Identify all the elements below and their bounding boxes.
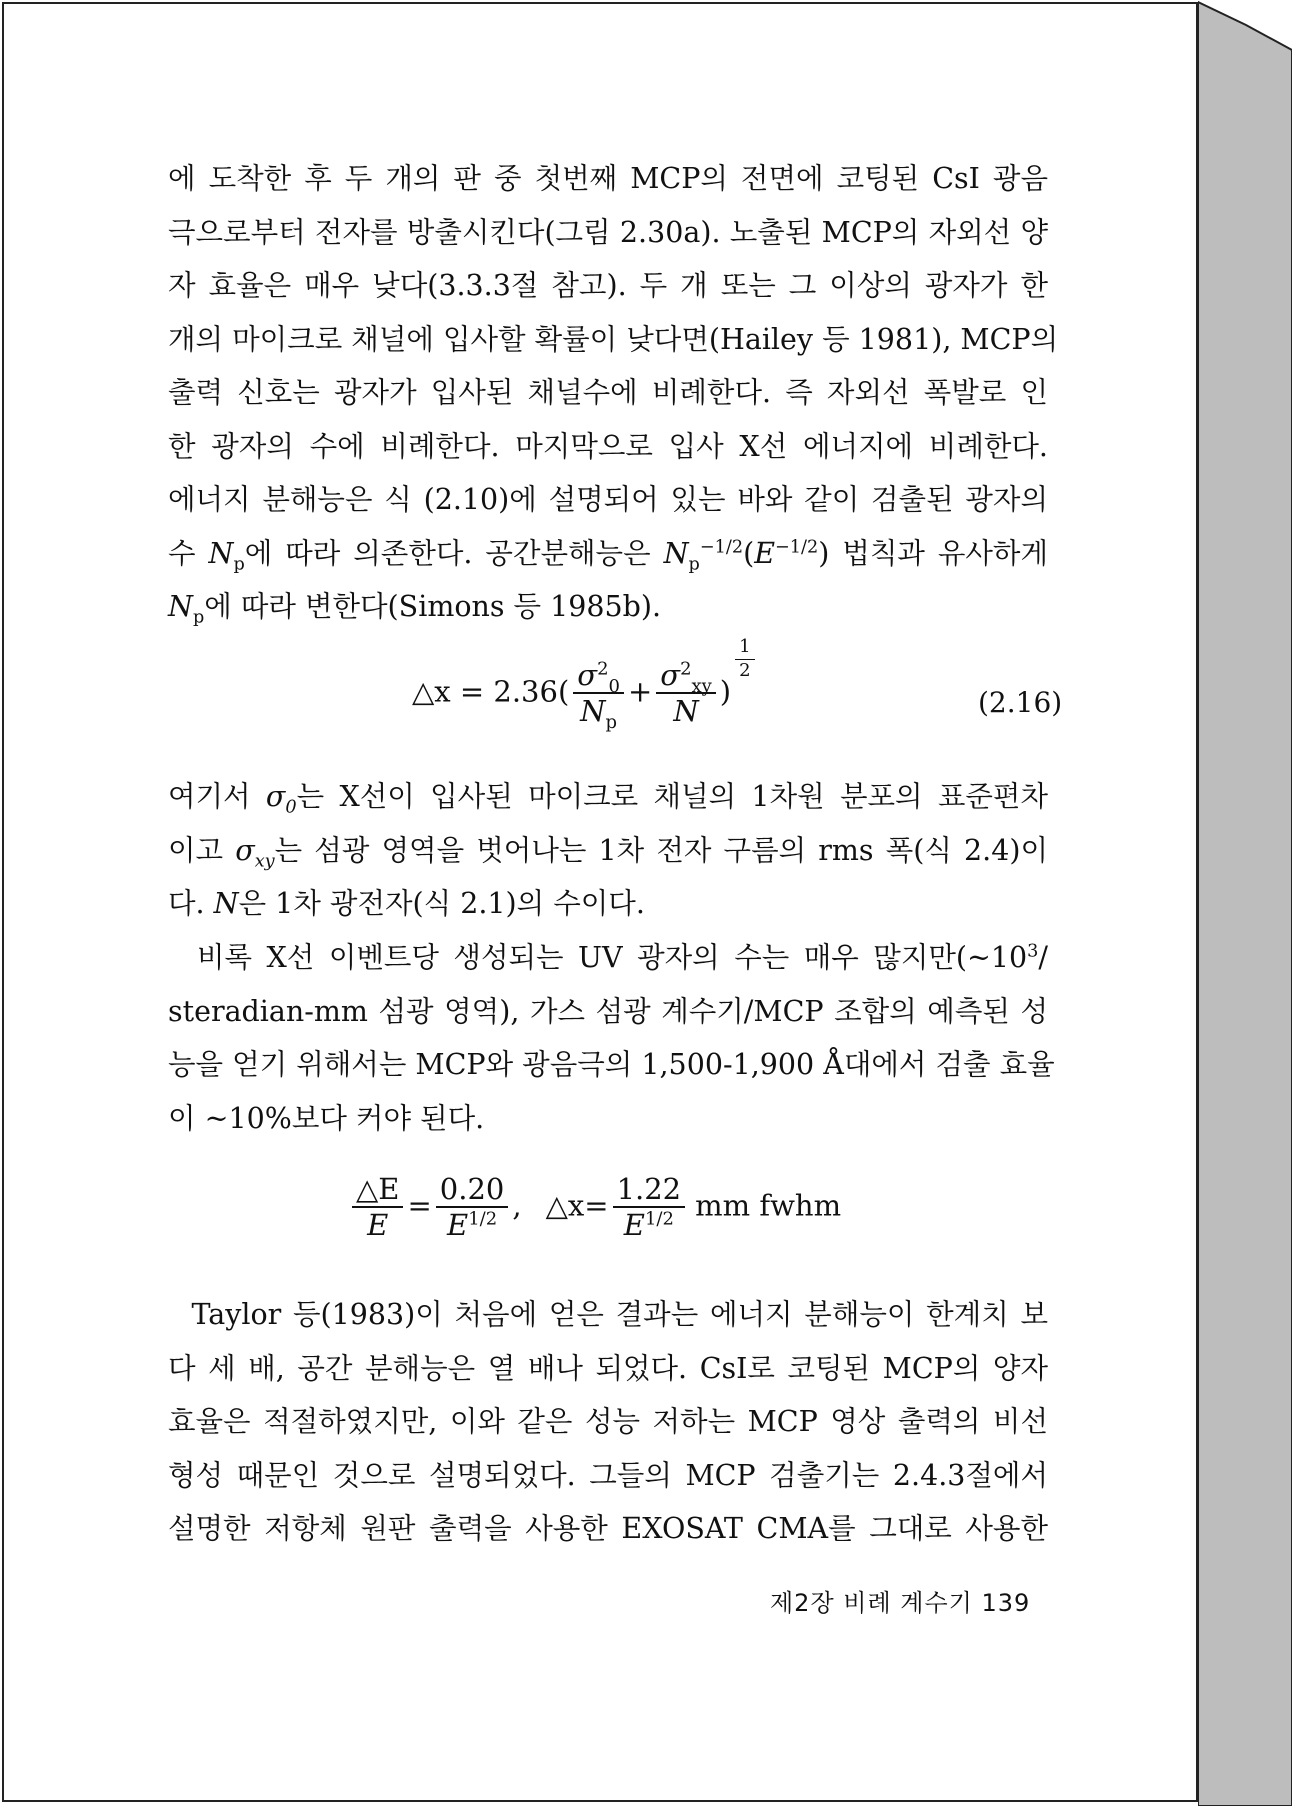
text-line: 이 ~10%보다 커야 된다.: [168, 1101, 485, 1135]
paragraph-2: [168, 770, 1048, 931]
text-line: 개의 마이크로 채널에 입사할 확률이 낮다면(Hailey 등 1981), MCP의: [168, 322, 1059, 356]
text-line: 설명한 저항체 원판 출력을 사용한 EXOSAT CMA를 그대로 사용한: [168, 1512, 1048, 1545]
text-line: 극으로부터 전자를 방출시킨다(그림 2.30a). 노출된 MCP의 자외선 양: [168, 215, 1048, 249]
text-line: Taylor 등(1983)이 처음에 얻은 결과는 에너지 분해능이 한계치 보: [168, 1298, 1048, 1331]
equation-2-16: △x = 2.36( $\frac{\sigma^2_0}{N_p}$ + $\frac{\sigma^2_{xy}}{N}$ ) $\frac{1}{2}$: [412, 660, 759, 727]
page-edge: [1198, 0, 1292, 1806]
text-line: 능을 얻기 위해서는 MCP와 광음극의 1,500-1,900 Å대에서 검출 효율: [168, 1048, 1055, 1081]
text-line: steradian-mm 섬광 영역), 가스 섬광 계수기/MCP 조합의 예측된 성: [168, 994, 1048, 1028]
text-line: 한 광자의 수에 비례한다. 마지막으로 입사 X선 에너지에 비례한다.: [168, 429, 1048, 463]
text-line: 수 $N_p$에 따라 의존한다. 공간분해능은 $N_p^{-1/2}(E^{-1/2})$ 법칙과 유사하게: [168, 536, 1048, 575]
page-footer: 제2장 비례 계수기 139: [770, 1589, 1031, 1617]
text-line: 효율은 적절하였지만, 이와 같은 성능 저하는 MCP 영상 출력의 비선: [168, 1405, 1048, 1438]
text-line: 자 효율은 매우 낮다(3.3.3절 참고). 두 개 또는 그 이상의 광자가 한: [168, 269, 1048, 302]
text-line: 비록 X선 이벤트당 생성되는 UV 광자의 수는 매우 많지만($\sim 10^3/$: [168, 941, 1048, 974]
text-line: 에너지 분해능은 식 (2.10)에 설명되어 있는 바와 같이 검출된 광자의: [168, 483, 1048, 516]
text-line: 에 도착한 후 두 개의 판 중 첫번째 MCP의 전면에 코팅된 CsI 광음: [168, 162, 1048, 195]
text-line: $N_p$에 따라 변한다(Simons 등 1985b).: [168, 590, 662, 628]
equation-number: (2.16): [978, 686, 1063, 719]
paragraph-1: [168, 152, 1059, 634]
paragraph-3: [168, 931, 1055, 1145]
text-line: 이고 $\sigma_{xy}$는 섬광 영역을 벗어나는 1차 전자 구름의 rms 폭(식 2.4)이: [168, 833, 1049, 872]
exponent-half: $\frac{1}{2}$: [735, 638, 754, 681]
text-line: 형성 때문인 것으로 설명되었다. 그들의 MCP 검출기는 2.4.3절에서: [168, 1458, 1048, 1492]
text-line: 다 세 배, 공간 분해능은 열 배나 되었다. CsI로 코팅된 MCP의 양자: [168, 1351, 1048, 1385]
text-line: 다. N은 1차 광전자(식 2.1)의 수이다.: [168, 887, 645, 920]
equation-resolution: $\frac{\triangle E}{E}$ = $\frac{0.20}{E^{1/2}}$ , △x= $\frac{1.22}{E^{1/2}}$ mm fwhm: [348, 1174, 841, 1241]
text-line: 출력 신호는 광자가 입사된 채널수에 비례한다. 즉 자외선 폭발로 인: [168, 376, 1048, 409]
text-line: 여기서 $\sigma_0$는 X선이 입사된 마이크로 채널의 1차원 분포의 표준편차: [168, 780, 1048, 818]
paragraph-4: [168, 1288, 1048, 1556]
